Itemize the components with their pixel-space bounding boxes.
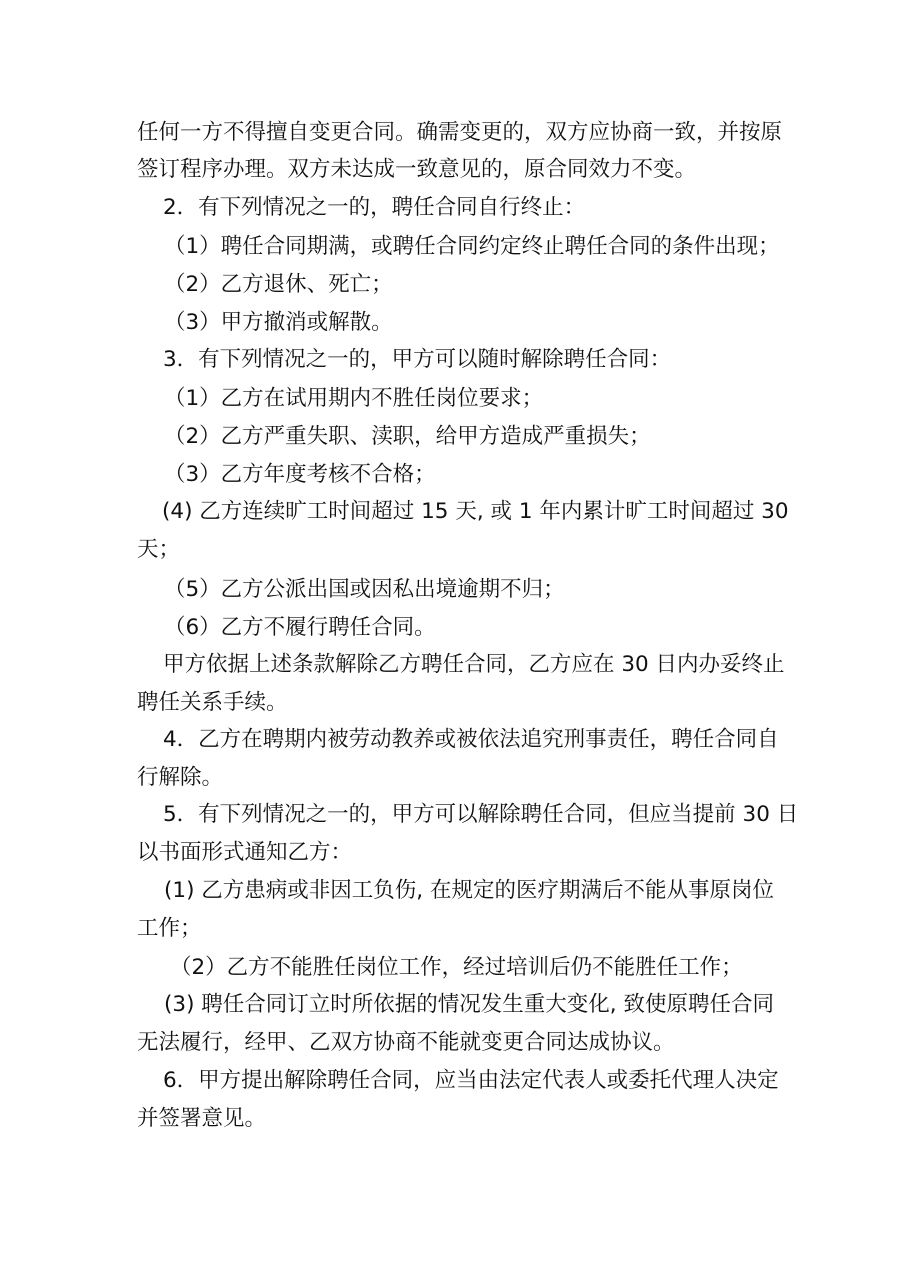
list-item: （2）乙方严重失职、渎职，给甲方造成严重损失； <box>164 424 651 449</box>
list-item: (1) 乙方患病或非因工负伤, 在规定的医疗期满后不能从事原岗位 <box>164 878 774 903</box>
text-line: 天； <box>137 537 181 562</box>
list-item: （2）乙方退休、死亡； <box>164 272 393 297</box>
clause-heading: 2．有下列情况之一的，聘任合同自行终止： <box>163 195 586 220</box>
list-item: (3) 聘任合同订立时所依据的情况发生重大变化, 致使原聘任合同 <box>164 992 774 1017</box>
list-item: （3）甲方撤消或解散。 <box>164 310 393 335</box>
text-line: 甲方依据上述条款解除乙方聘任合同，乙方应在 30 日内办妥终止 <box>163 652 785 677</box>
text-line: 任何一方不得擅自变更合同。确需变更的，双方应协商一致，并按原 <box>137 120 783 145</box>
text-line: 聘任关系手续。 <box>137 690 288 715</box>
clause-heading: 3．有下列情况之一的，甲方可以随时解除聘任合同： <box>163 347 672 372</box>
clause-heading: 6．甲方提出解除聘任合同，应当由法定代表人或委托代理人决定 <box>163 1068 779 1093</box>
list-item: （3）乙方年度考核不合格； <box>164 462 436 487</box>
text-line: 行解除。 <box>137 765 224 790</box>
list-item: (4) 乙方连续旷工时间超过 15 天, 或 1 年内累计旷工时间超过 30 <box>162 499 789 524</box>
list-item: （2）乙方不能胜任岗位工作，经过培训后仍不能胜任工作； <box>170 955 743 980</box>
list-item: （5）乙方公派出国或因私出境逾期不归； <box>164 577 565 602</box>
clause-heading: 4．乙方在聘期内被劳动教养或被依法追究刑事责任，聘任合同自 <box>163 727 779 752</box>
text-line: 并签署意见。 <box>137 1106 267 1131</box>
clause-heading: 5．有下列情况之一的，甲方可以解除聘任合同，但应当提前 30 日 <box>163 802 799 827</box>
list-item: （1）乙方在试用期内不胜任岗位要求； <box>164 386 544 411</box>
list-item: （6）乙方不履行聘任合同。 <box>164 615 436 640</box>
list-item: （1）聘任合同期满，或聘任合同约定终止聘任合同的条件出现； <box>164 234 780 259</box>
text-line: 以书面形式通知乙方： <box>137 840 353 865</box>
text-line: 签订程序办理。双方未达成一致意见的，原合同效力不变。 <box>137 157 697 182</box>
text-line: 无法履行，经甲、乙双方协商不能就变更合同达成协议。 <box>137 1030 675 1055</box>
text-line: 工作； <box>137 916 202 941</box>
